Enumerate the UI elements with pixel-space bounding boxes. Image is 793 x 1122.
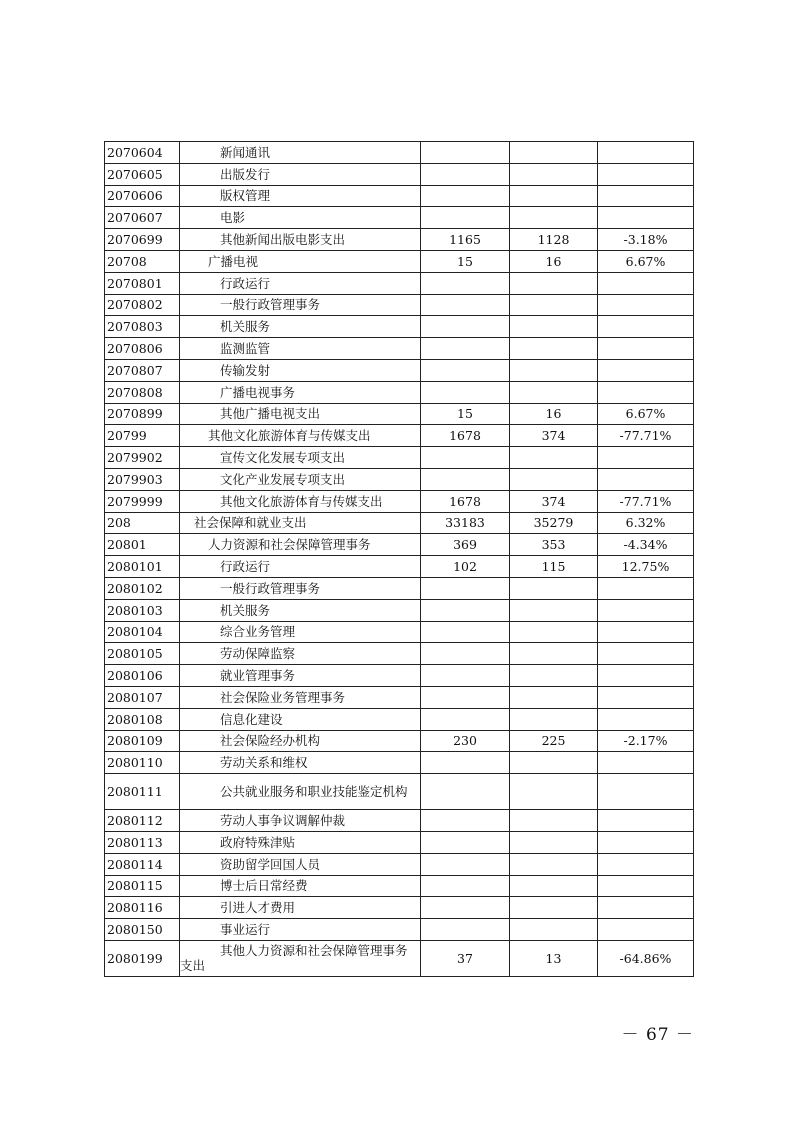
change-rate-cell <box>598 381 694 403</box>
change-rate-cell: 6.67% <box>598 250 694 272</box>
change-rate-cell <box>598 577 694 599</box>
subject-code-cell: 2070606 <box>105 185 180 207</box>
table-row <box>105 686 694 708</box>
change-rate-cell <box>598 686 694 708</box>
subject-name-cell <box>180 163 421 185</box>
change-rate-cell <box>598 665 694 687</box>
value-column-1-cell <box>421 643 510 665</box>
table-row <box>105 403 694 425</box>
subject-code-cell: 2080108 <box>105 708 180 730</box>
subject-name-text: 公共就业服务和职业技能鉴定机构 <box>220 784 408 800</box>
subject-name-cell <box>180 730 421 752</box>
change-rate-cell <box>598 774 694 810</box>
subject-name-cell <box>180 316 421 338</box>
subject-name-cell <box>180 338 421 360</box>
value-column-1-cell <box>421 381 510 403</box>
change-rate-cell <box>598 207 694 229</box>
value-column-1-cell <box>421 142 510 164</box>
change-rate-cell <box>598 316 694 338</box>
change-rate-cell <box>598 708 694 730</box>
subject-name-cell <box>180 643 421 665</box>
value-column-2-cell <box>510 853 598 875</box>
subject-code-cell: 2070803 <box>105 316 180 338</box>
subject-code-cell: 2070605 <box>105 163 180 185</box>
change-rate-cell <box>598 599 694 621</box>
subject-name-cell <box>180 897 421 919</box>
change-rate-cell <box>598 643 694 665</box>
subject-code-cell: 2080150 <box>105 919 180 941</box>
subject-code-cell: 2070604 <box>105 142 180 164</box>
table-row <box>105 556 694 578</box>
subject-code-cell: 2080116 <box>105 897 180 919</box>
value-column-2-cell <box>510 207 598 229</box>
table-row <box>105 447 694 469</box>
subject-name-text: 综合业务管理 <box>220 624 296 640</box>
subject-code-cell: 20708 <box>105 250 180 272</box>
subject-name-text: 文化产业发展专项支出 <box>220 471 346 487</box>
subject-name-cell <box>180 425 421 447</box>
table-row <box>105 207 694 229</box>
value-column-1-cell: 15 <box>421 250 510 272</box>
subject-name-cell <box>180 359 421 381</box>
table-row <box>105 853 694 875</box>
value-column-2-cell: 1128 <box>510 229 598 251</box>
subject-name-cell <box>180 708 421 730</box>
table-row <box>105 338 694 360</box>
subject-code-cell: 2070807 <box>105 359 180 381</box>
subject-code-cell: 2080109 <box>105 730 180 752</box>
change-rate-cell <box>598 163 694 185</box>
subject-name-text: 事业运行 <box>220 921 271 937</box>
change-rate-cell <box>598 468 694 490</box>
subject-name-cell <box>180 940 421 976</box>
table-row <box>105 643 694 665</box>
value-column-2-cell <box>510 897 598 919</box>
table-row <box>105 142 694 164</box>
change-rate-cell <box>598 752 694 774</box>
subject-name-text: 行政运行 <box>220 559 271 575</box>
value-column-2-cell: 35279 <box>510 512 598 534</box>
subject-name-text: 广播电视 <box>208 253 259 269</box>
value-column-1-cell: 1678 <box>421 425 510 447</box>
value-column-2-cell: 115 <box>510 556 598 578</box>
subject-name-text: 机关服务 <box>220 602 271 618</box>
table-row <box>105 599 694 621</box>
subject-code-cell: 2070801 <box>105 272 180 294</box>
subject-code-cell: 2070699 <box>105 229 180 251</box>
value-column-1-cell <box>421 447 510 469</box>
value-column-2-cell: 16 <box>510 250 598 272</box>
subject-name-cell <box>180 534 421 556</box>
value-column-2-cell: 374 <box>510 490 598 512</box>
value-column-1-cell <box>421 338 510 360</box>
table-row <box>105 163 694 185</box>
value-column-1-cell <box>421 163 510 185</box>
subject-code-cell: 2070806 <box>105 338 180 360</box>
value-column-2-cell <box>510 468 598 490</box>
subject-code-cell: 2080105 <box>105 643 180 665</box>
subject-name-text: 其他人力资源和社会保障管理事务支出 <box>180 943 408 974</box>
subject-name-text: 出版发行 <box>220 166 271 182</box>
change-rate-cell <box>598 810 694 832</box>
value-column-1-cell <box>421 272 510 294</box>
subject-code-cell: 2080104 <box>105 621 180 643</box>
value-column-2-cell <box>510 294 598 316</box>
table-row <box>105 294 694 316</box>
value-column-2-cell <box>510 272 598 294</box>
subject-name-cell <box>180 490 421 512</box>
change-rate-cell <box>598 185 694 207</box>
subject-name-cell <box>180 810 421 832</box>
table-row <box>105 708 694 730</box>
subject-name-text: 一般行政管理事务 <box>220 580 321 596</box>
subject-name-text: 社会保险业务管理事务 <box>220 689 346 705</box>
value-column-2-cell <box>510 665 598 687</box>
page-number: － 67 － <box>621 1025 694 1045</box>
value-column-2-cell: 13 <box>510 940 598 976</box>
change-rate-cell: -4.34% <box>598 534 694 556</box>
subject-name-text: 资助留学回国人员 <box>220 856 321 872</box>
subject-code-cell: 2080107 <box>105 686 180 708</box>
subject-name-cell <box>180 752 421 774</box>
subject-name-cell <box>180 621 421 643</box>
value-column-2-cell <box>510 447 598 469</box>
subject-name-text: 新闻通讯 <box>220 144 271 160</box>
subject-code-cell: 2080101 <box>105 556 180 578</box>
subject-name-cell <box>180 853 421 875</box>
subject-name-cell <box>180 272 421 294</box>
subject-name-cell <box>180 686 421 708</box>
value-column-1-cell <box>421 810 510 832</box>
subject-code-cell: 208 <box>105 512 180 534</box>
subject-code-cell: 2080114 <box>105 853 180 875</box>
subject-name-text: 其他文化旅游体育与传媒支出 <box>220 493 383 509</box>
subject-code-cell: 2080115 <box>105 875 180 897</box>
table-row <box>105 897 694 919</box>
subject-name-text: 人力资源和社会保障管理事务 <box>208 537 371 553</box>
subject-name-text: 信息化建设 <box>220 711 283 727</box>
table-row <box>105 940 694 976</box>
table-row <box>105 919 694 941</box>
value-column-1-cell <box>421 853 510 875</box>
subject-name-cell <box>180 875 421 897</box>
subject-name-text: 博士后日常经费 <box>220 878 308 894</box>
change-rate-cell <box>598 875 694 897</box>
change-rate-cell <box>598 919 694 941</box>
value-column-1-cell <box>421 185 510 207</box>
subject-code-cell: 2080199 <box>105 940 180 976</box>
value-column-2-cell <box>510 359 598 381</box>
table-row <box>105 316 694 338</box>
subject-code-cell: 2070899 <box>105 403 180 425</box>
value-column-2-cell <box>510 875 598 897</box>
value-column-2-cell <box>510 163 598 185</box>
subject-name-text: 一般行政管理事务 <box>220 297 321 313</box>
table-row <box>105 425 694 447</box>
change-rate-cell: -77.71% <box>598 490 694 512</box>
subject-name-text: 其他新闻出版电影支出 <box>220 232 346 248</box>
change-rate-cell: -64.86% <box>598 940 694 976</box>
subject-name-text: 劳动人事争议调解仲裁 <box>220 813 346 828</box>
table-row <box>105 665 694 687</box>
subject-name-text: 劳动关系和维权 <box>220 755 308 771</box>
subject-name-cell <box>180 229 421 251</box>
change-rate-cell <box>598 621 694 643</box>
subject-name-text: 引进人才费用 <box>220 900 296 916</box>
subject-name-text: 政府特殊津贴 <box>220 834 296 850</box>
table-row <box>105 810 694 832</box>
table-row <box>105 468 694 490</box>
value-column-2-cell <box>510 338 598 360</box>
table-row <box>105 621 694 643</box>
value-column-2-cell <box>510 752 598 774</box>
table-row <box>105 875 694 897</box>
subject-code-cell: 20801 <box>105 534 180 556</box>
subject-name-text: 其他文化旅游体育与传媒支出 <box>208 428 371 444</box>
subject-code-cell: 2080110 <box>105 752 180 774</box>
value-column-1-cell <box>421 686 510 708</box>
subject-name-text: 宣传文化发展专项支出 <box>220 450 346 466</box>
subject-name-cell <box>180 577 421 599</box>
table-row <box>105 185 694 207</box>
subject-name-text: 监测监管 <box>220 341 271 357</box>
value-column-2-cell <box>510 185 598 207</box>
subject-name-cell <box>180 185 421 207</box>
change-rate-cell <box>598 359 694 381</box>
value-column-2-cell <box>510 643 598 665</box>
value-column-1-cell: 33183 <box>421 512 510 534</box>
table-row <box>105 512 694 534</box>
subject-name-cell <box>180 919 421 941</box>
value-column-1-cell <box>421 752 510 774</box>
subject-code-cell: 2079903 <box>105 468 180 490</box>
subject-code-cell: 2080113 <box>105 831 180 853</box>
value-column-1-cell <box>421 665 510 687</box>
table-row <box>105 534 694 556</box>
value-column-1-cell <box>421 577 510 599</box>
change-rate-cell: -2.17% <box>598 730 694 752</box>
subject-code-cell: 2080112 <box>105 810 180 832</box>
change-rate-cell <box>598 447 694 469</box>
table-row <box>105 359 694 381</box>
table-body <box>105 142 694 977</box>
table-row <box>105 490 694 512</box>
change-rate-cell <box>598 142 694 164</box>
subject-name-text: 就业管理事务 <box>220 668 296 684</box>
value-column-2-cell <box>510 316 598 338</box>
subject-name-text: 社会保障和就业支出 <box>194 515 307 531</box>
value-column-2-cell <box>510 577 598 599</box>
value-column-2-cell <box>510 708 598 730</box>
subject-name-text: 传输发射 <box>220 362 271 378</box>
subject-code-cell: 2070802 <box>105 294 180 316</box>
value-column-1-cell <box>421 359 510 381</box>
table-row <box>105 229 694 251</box>
value-column-1-cell: 230 <box>421 730 510 752</box>
change-rate-cell <box>598 294 694 316</box>
subject-name-text: 其他广播电视支出 <box>220 406 321 422</box>
subject-name-cell <box>180 599 421 621</box>
value-column-1-cell <box>421 875 510 897</box>
value-column-1-cell <box>421 774 510 810</box>
value-column-1-cell: 37 <box>421 940 510 976</box>
value-column-1-cell: 1165 <box>421 229 510 251</box>
table-row <box>105 250 694 272</box>
value-column-2-cell: 374 <box>510 425 598 447</box>
table-row <box>105 831 694 853</box>
value-column-1-cell <box>421 207 510 229</box>
subject-code-cell: 2079999 <box>105 490 180 512</box>
value-column-2-cell: 16 <box>510 403 598 425</box>
table-row <box>105 381 694 403</box>
subject-name-text: 劳动保障监察 <box>220 646 296 662</box>
change-rate-cell: 6.67% <box>598 403 694 425</box>
value-column-2-cell <box>510 599 598 621</box>
value-column-2-cell <box>510 142 598 164</box>
change-rate-cell <box>598 338 694 360</box>
value-column-1-cell <box>421 897 510 919</box>
subject-code-cell: 2080103 <box>105 599 180 621</box>
value-column-1-cell: 369 <box>421 534 510 556</box>
table-row <box>105 730 694 752</box>
value-column-2-cell: 353 <box>510 534 598 556</box>
subject-name-cell <box>180 468 421 490</box>
value-column-2-cell: 225 <box>510 730 598 752</box>
subject-code-cell: 2080102 <box>105 577 180 599</box>
subject-name-text: 广播电视事务 <box>220 384 296 400</box>
change-rate-cell <box>598 831 694 853</box>
value-column-1-cell <box>421 919 510 941</box>
change-rate-cell <box>598 853 694 875</box>
value-column-1-cell <box>421 831 510 853</box>
value-column-1-cell <box>421 316 510 338</box>
subject-name-text: 电影 <box>220 210 246 226</box>
subject-code-cell: 2080111 <box>105 774 180 810</box>
change-rate-cell: -3.18% <box>598 229 694 251</box>
subject-code-cell: 20799 <box>105 425 180 447</box>
value-column-1-cell: 15 <box>421 403 510 425</box>
budget-expenditure-table <box>104 141 694 977</box>
table-row <box>105 272 694 294</box>
subject-name-cell <box>180 774 421 810</box>
subject-name-cell <box>180 831 421 853</box>
subject-name-text: 机关服务 <box>220 319 271 335</box>
subject-name-cell <box>180 403 421 425</box>
subject-name-text: 版权管理 <box>220 188 271 204</box>
subject-name-cell <box>180 381 421 403</box>
subject-name-cell <box>180 250 421 272</box>
subject-name-cell <box>180 556 421 578</box>
value-column-2-cell <box>510 621 598 643</box>
value-column-2-cell <box>510 774 598 810</box>
subject-name-cell <box>180 294 421 316</box>
table-row <box>105 577 694 599</box>
value-column-2-cell <box>510 831 598 853</box>
subject-name-cell <box>180 207 421 229</box>
subject-name-text: 行政运行 <box>220 275 271 291</box>
value-column-1-cell <box>421 294 510 316</box>
table-row <box>105 774 694 810</box>
subject-name-cell <box>180 142 421 164</box>
value-column-1-cell: 1678 <box>421 490 510 512</box>
subject-name-cell <box>180 512 421 534</box>
change-rate-cell <box>598 272 694 294</box>
subject-code-cell: 2079902 <box>105 447 180 469</box>
value-column-1-cell <box>421 468 510 490</box>
subject-code-cell: 2070607 <box>105 207 180 229</box>
value-column-2-cell <box>510 919 598 941</box>
change-rate-cell: -77.71% <box>598 425 694 447</box>
change-rate-cell: 6.32% <box>598 512 694 534</box>
change-rate-cell: 12.75% <box>598 556 694 578</box>
value-column-1-cell <box>421 599 510 621</box>
value-column-1-cell <box>421 621 510 643</box>
subject-name-cell <box>180 665 421 687</box>
value-column-1-cell <box>421 708 510 730</box>
value-column-1-cell: 102 <box>421 556 510 578</box>
subject-name-cell <box>180 447 421 469</box>
value-column-2-cell <box>510 381 598 403</box>
table-row <box>105 752 694 774</box>
subject-code-cell: 2080106 <box>105 665 180 687</box>
subject-name-text: 社会保险经办机构 <box>220 733 321 749</box>
change-rate-cell <box>598 897 694 919</box>
subject-code-cell: 2070808 <box>105 381 180 403</box>
value-column-2-cell <box>510 810 598 832</box>
value-column-2-cell <box>510 686 598 708</box>
